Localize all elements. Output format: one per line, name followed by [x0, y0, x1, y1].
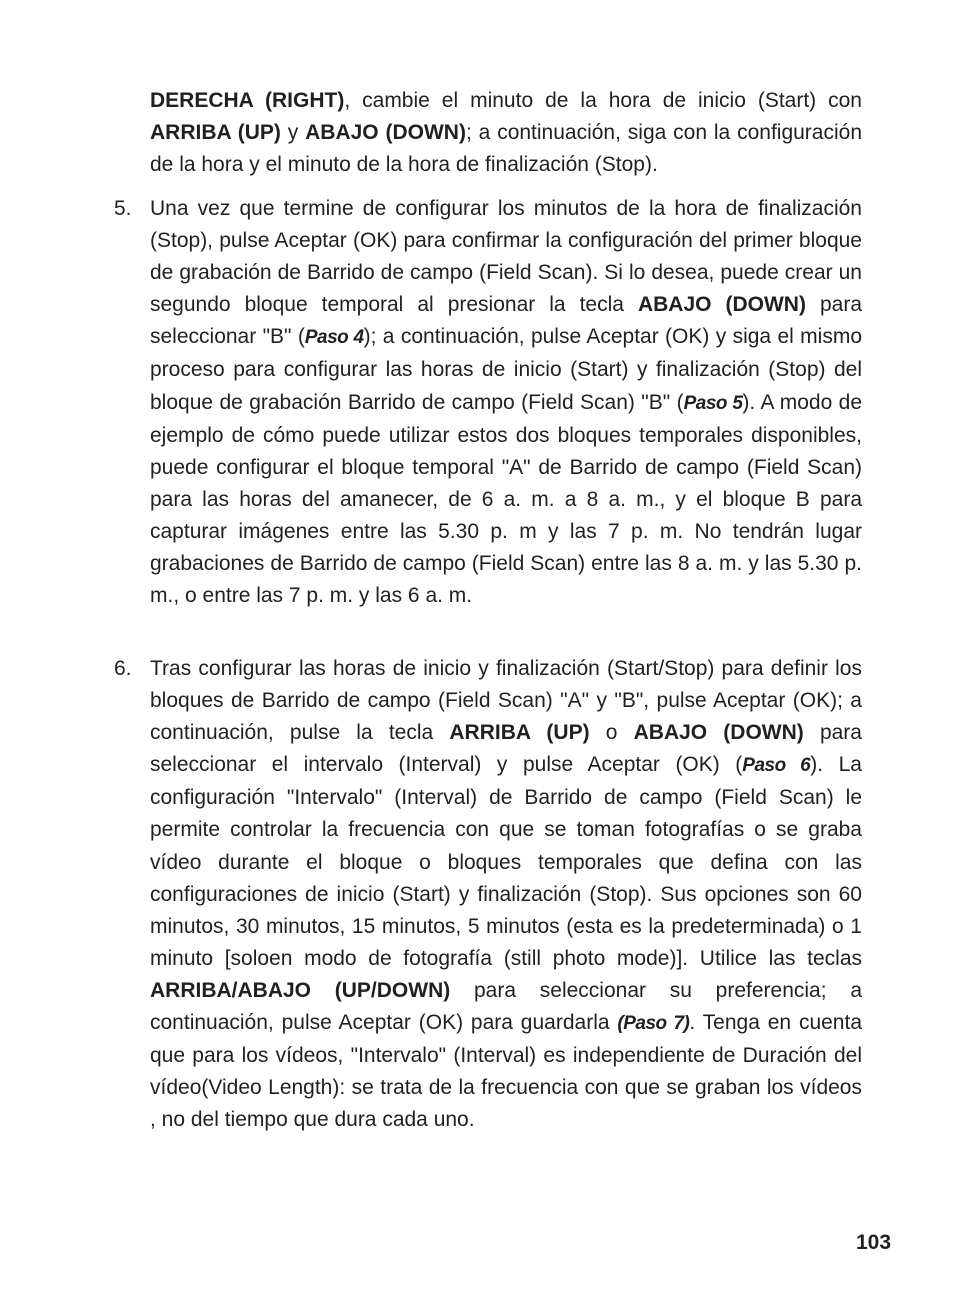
body-text: Una vez que termine de configurar los minutos de la hora de finalización (Stop), pulse Aceptar (OK) para confirmar la configuración del primer bloque de grabación de Barrido de campo (Field Scan). Si lo desea, puede crear un segundo bloque temporal al presionar la tecla — [150, 197, 862, 317]
body-text: ). A modo de ejemplo de cómo puede utilizar estos dos bloques temporales disponibles, puede configurar el bloque temporal "A" de Barrido de campo (Field Scan) para las horas del amanecer, de 6 a. m. a 8 a. m., y el bloque B para capturar imágenes entre las 5.30 p. m y las 7 p. m. No tendrán lugar grabaciones de Barrido de campo (Field Scan) entre las 8 a. m. y las 5.30 p. m., o entre las 7 p. m. y las 6 a. m. — [150, 390, 862, 608]
body-text: , cambie el minuto de la hora de inicio (Start) con — [344, 89, 862, 112]
continuation-paragraph — [150, 85, 862, 181]
list-item-paragraph — [150, 653, 862, 1136]
bold-key-label: ABAJO (DOWN) — [305, 121, 466, 145]
item-number: 5. — [114, 197, 132, 220]
step-reference: Paso 4 — [304, 327, 364, 349]
bold-key-label: ARRIBA/ABAJO (UP/DOWN) — [150, 978, 451, 1002]
body-text: ); a continuación, pulse Aceptar (OK) y siga el mismo proceso para configurar las horas de inicio (Start) y finalización (Stop) del bloque de grabación Barrido de campo (Field Scan) "B" ( — [150, 325, 862, 414]
body-text: y — [280, 121, 306, 145]
body-text: para seleccionar su preferencia; a continuación, pulse Aceptar (OK) para guardarla — [150, 978, 862, 1035]
list-item-paragraph — [150, 193, 862, 612]
body-text: ; a continuación, siga con la configuración de la hora y el minuto de la hora de finalización (Stop). — [150, 121, 862, 177]
step-reference: Paso 5 — [683, 392, 743, 414]
bold-key-label: ABAJO (DOWN) — [633, 721, 804, 745]
body-text: o — [589, 721, 634, 745]
bold-key-label: ABAJO (DOWN) — [637, 293, 806, 317]
item-number: 6. — [114, 657, 132, 680]
step-reference: (Paso 7) — [617, 1013, 690, 1035]
body-text: ). La configuración "Intervalo" (Interval) de Barrido de campo (Field Scan) le permite controlar la frecuencia con que se toman fotografías o se graba vídeo durante el bloque o bloques temporales que defina con las configuraciones de inicio (Start) y finalización (Stop). Sus opciones son 60 minutos, 30 minutos, 15 minutos, 5 minutos (esta es la predeterminada) o 1 minuto [soloen modo de fotografía (still photo mode)]. Utilice las teclas — [150, 753, 862, 970]
bold-key-label: ARRIBA (UP) — [150, 121, 281, 145]
bold-key-label: ARRIBA (UP) — [449, 721, 590, 745]
step-reference: Paso 6 — [742, 755, 811, 777]
body-text: para seleccionar el intervalo (Interval) y pulse Aceptar (OK) ( — [150, 721, 862, 777]
bold-key-label: DERECHA (RIGHT) — [150, 89, 345, 112]
body-text: Tras configurar las horas de inicio y finalización (Start/Stop) para definir los bloques de Barrido de campo (Field Scan) "A" y "B", pulse Aceptar (OK); a continuación, pulse la tecla — [150, 657, 862, 745]
page-number: 103 — [856, 1231, 892, 1254]
body-text: . Tenga en cuenta que para los vídeos, "Intervalo" (Interval) es independiente de Duración del vídeo(Video Length): se trata de la frecuencia con que se graban los vídeos , no del tiempo que dura cada uno. — [150, 1011, 862, 1132]
body-text: para seleccionar "B" ( — [150, 293, 863, 349]
